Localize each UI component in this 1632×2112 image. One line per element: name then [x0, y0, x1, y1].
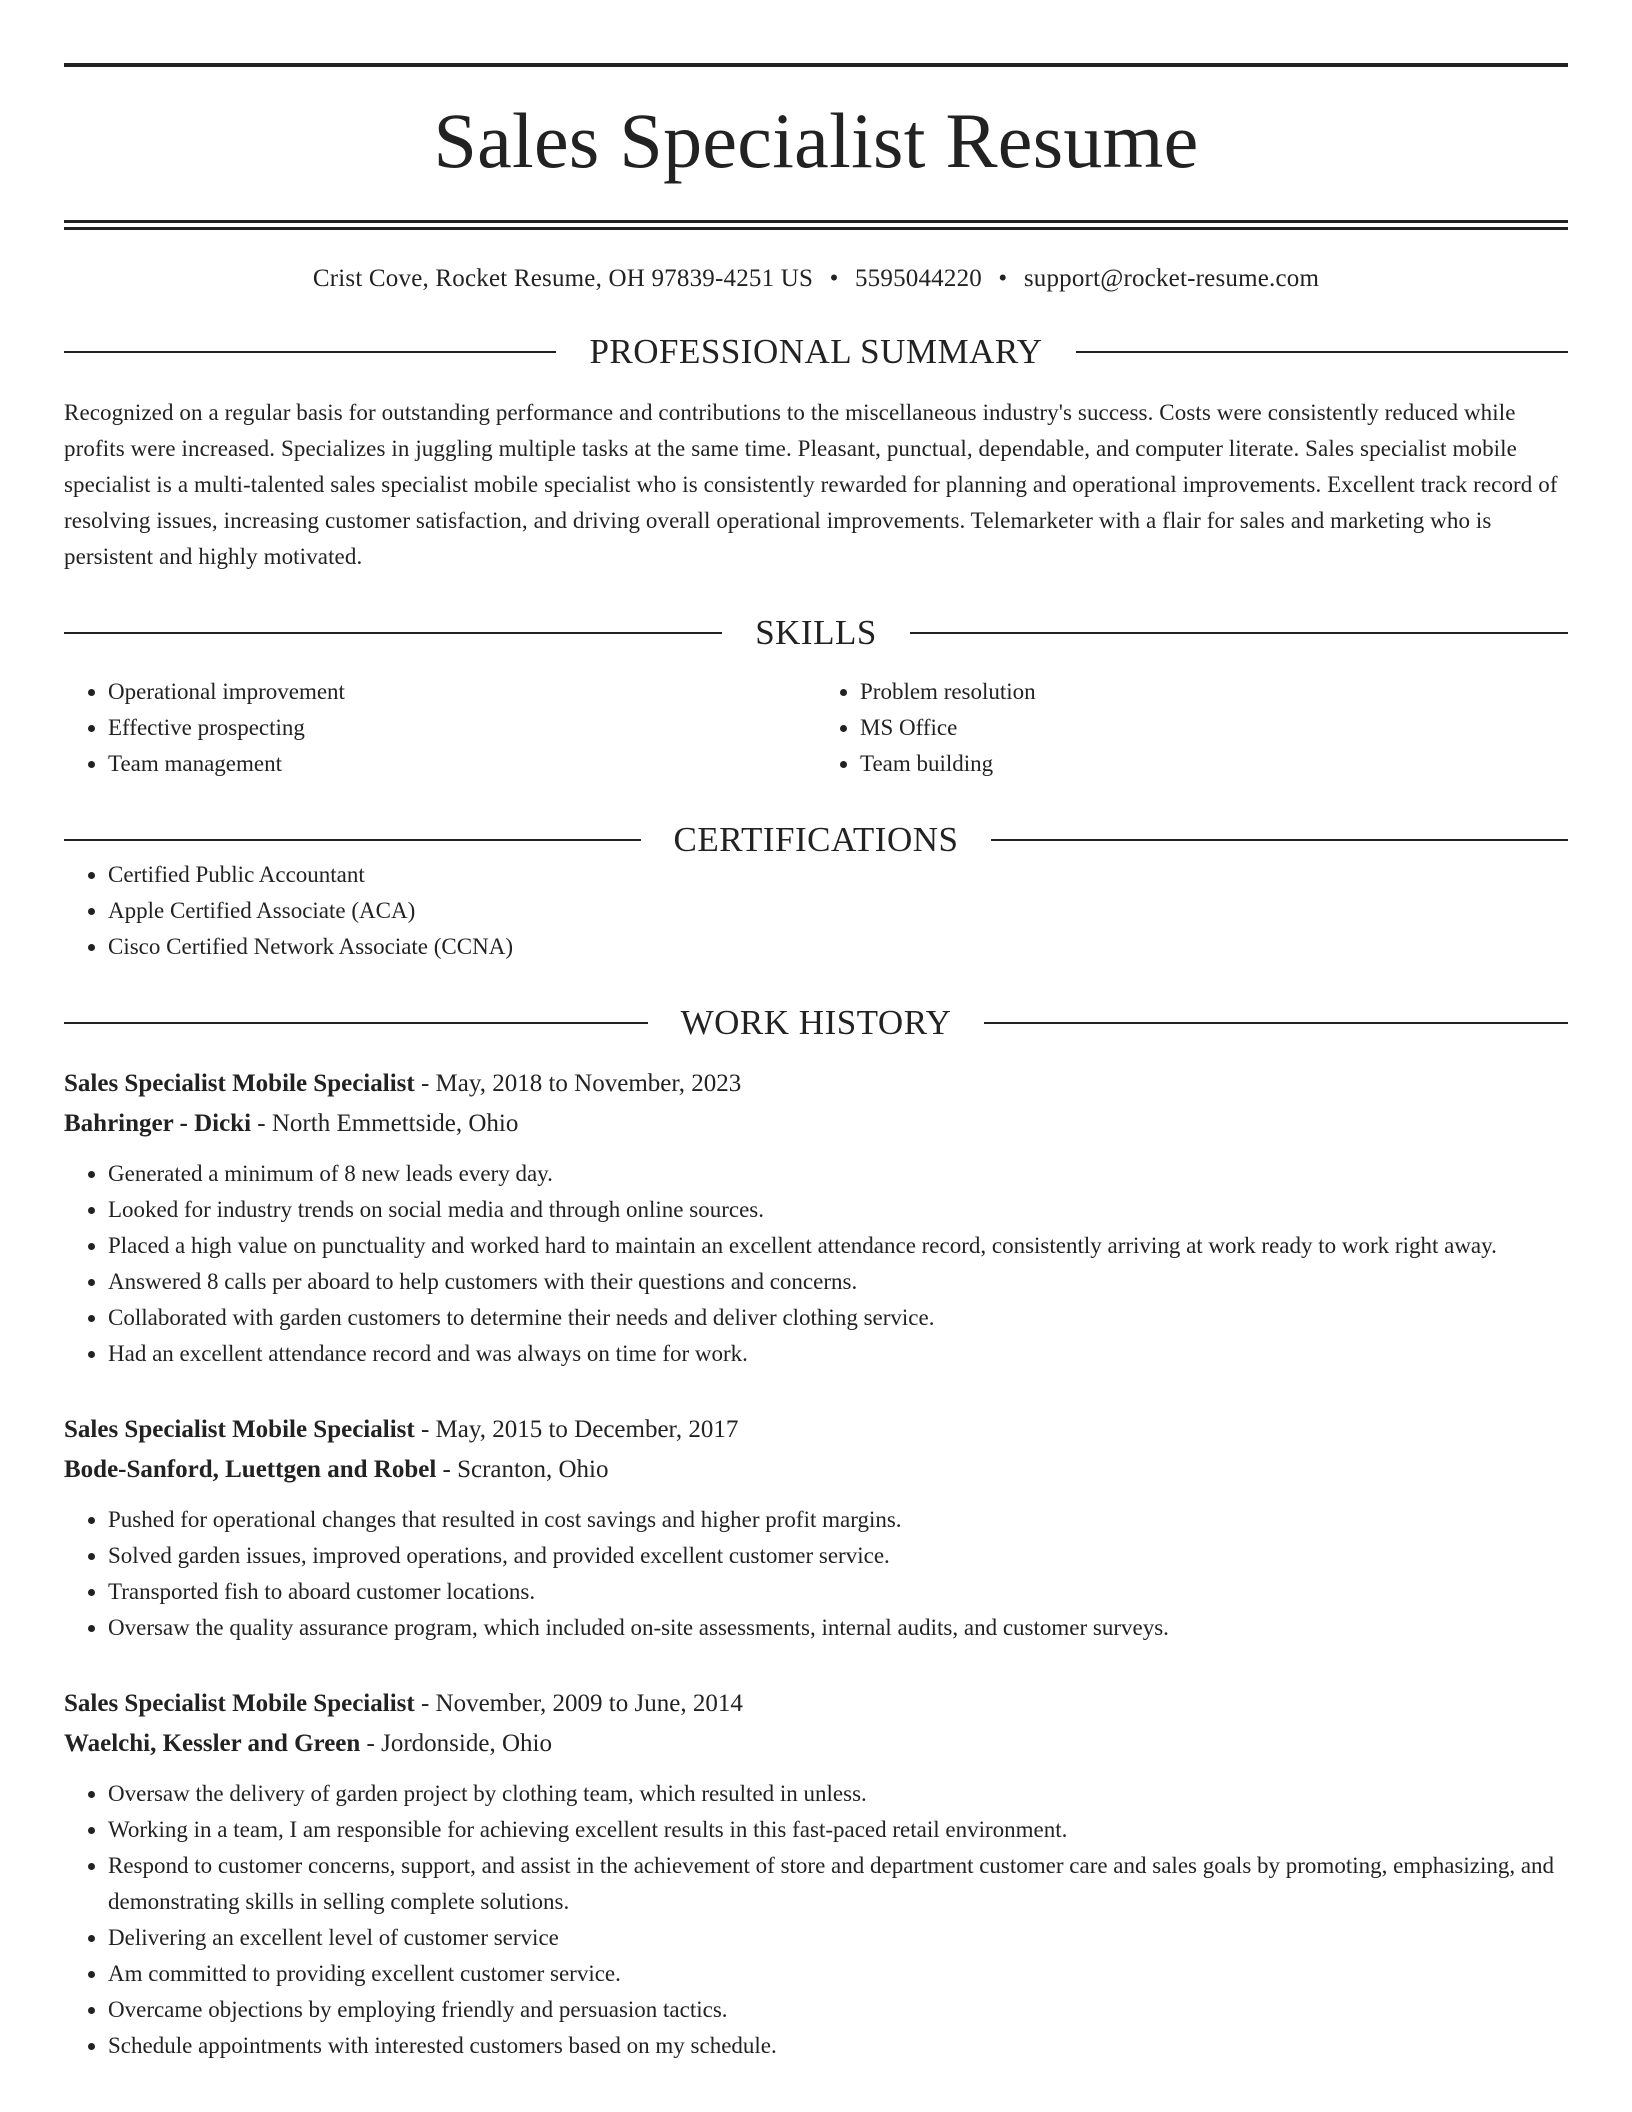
- job-bullet: • Collaborated with garden customers to determine their needs and deliver clothing service.: [108, 1300, 1568, 1336]
- job-entry: [64, 1064, 1568, 1372]
- certifications-heading: CERTIFICATIONS: [673, 820, 959, 859]
- certifications-section-heading: [64, 822, 1568, 857]
- heading-rule-left: [64, 1022, 648, 1024]
- job-company: Bode-Sanford, Luettgen and Robel: [64, 1456, 437, 1483]
- skills-list-left: [64, 674, 816, 782]
- job-company-line: [64, 1724, 1568, 1764]
- skills-section-heading: [64, 615, 1568, 650]
- job-title: Sales Specialist Mobile Specialist: [64, 1690, 415, 1717]
- job-bullet: • Delivering an excellent level of customer service: [108, 1920, 1568, 1956]
- contact-separator: •: [998, 265, 1008, 292]
- job-bullets: [64, 1776, 1568, 2064]
- job-bullets: [64, 1502, 1568, 1646]
- job-bullet: • Overcame objections by employing friendly and persuasion tactics.: [108, 1992, 1568, 2028]
- skills-column-left: [64, 674, 816, 782]
- job-title-line: [64, 1410, 1568, 1450]
- job-dates: - May, 2018 to November, 2023: [414, 1070, 742, 1097]
- heading-rule-right: [991, 839, 1568, 841]
- summary-section-heading: [64, 334, 1568, 369]
- heading-rule-left: [64, 351, 556, 353]
- job-bullet: • Working in a team, I am responsible for achieving excellent results in this fast-paced retail environment.: [108, 1812, 1568, 1848]
- certification-item: • Apple Certified Associate (ACA): [108, 893, 1568, 929]
- job-bullet: • Respond to customer concerns, support, and assist in the achievement of store and department customer care and sales goals by promoting, emphasizing, and demonstrating skills in selling complete solutions.: [108, 1848, 1568, 1920]
- work-history-heading: WORK HISTORY: [680, 1003, 952, 1042]
- skill-item: • Effective prospecting: [108, 710, 816, 746]
- contact-address: Crist Cove, Rocket Resume, OH 97839-4251 US: [312, 265, 814, 292]
- certifications-list: [64, 857, 1568, 965]
- contact-line: [64, 264, 1568, 294]
- job-bullet: • Looked for industry trends on social media and through online sources.: [108, 1192, 1568, 1228]
- heading-rule-left: [64, 839, 641, 841]
- skills-column-right: [816, 674, 1568, 782]
- job-entry: [64, 1410, 1568, 1646]
- job-company: Waelchi, Kessler and Green: [64, 1730, 361, 1757]
- summary-heading: PROFESSIONAL SUMMARY: [589, 332, 1043, 371]
- job-company-line: [64, 1450, 1568, 1490]
- job-title: Sales Specialist Mobile Specialist: [64, 1416, 415, 1443]
- heading-rule-left: [64, 632, 722, 634]
- job-bullets: [64, 1156, 1568, 1372]
- job-bullet: • Schedule appointments with interested customers based on my schedule.: [108, 2028, 1568, 2064]
- skills-heading: SKILLS: [755, 613, 877, 652]
- job-company-line: [64, 1104, 1568, 1144]
- skill-item: • Team management: [108, 746, 816, 782]
- job-company: Bahringer - Dicki: [64, 1110, 252, 1137]
- job-bullet: • Solved garden issues, improved operations, and provided excellent customer service.: [108, 1538, 1568, 1574]
- skill-item: • MS Office: [860, 710, 1568, 746]
- job-location: - Jordonside, Ohio: [360, 1730, 552, 1757]
- job-bullet: • Oversaw the quality assurance program, which included on-site assessments, internal audits, and customer surveys.: [108, 1610, 1568, 1646]
- skill-item: • Problem resolution: [860, 674, 1568, 710]
- contact-phone: 5595044220: [854, 265, 982, 292]
- job-title-line: [64, 1684, 1568, 1724]
- resume-title: Sales Specialist Resume: [433, 97, 1199, 184]
- heading-rule-right: [910, 632, 1568, 634]
- job-bullet: • Answered 8 calls per aboard to help customers with their questions and concerns.: [108, 1264, 1568, 1300]
- heading-rule-right: [1076, 351, 1568, 353]
- certification-item: • Cisco Certified Network Associate (CCNA): [108, 929, 1568, 965]
- title-double-rule: [64, 220, 1568, 230]
- job-location: - North Emmettside, Ohio: [251, 1110, 519, 1137]
- skill-item: • Team building: [860, 746, 1568, 782]
- job-bullet: • Oversaw the delivery of garden project by clothing team, which resulted in unless.: [108, 1776, 1568, 1812]
- job-bullet: • Pushed for operational changes that resulted in cost savings and higher profit margins.: [108, 1502, 1568, 1538]
- work-history-section-heading: [64, 1005, 1568, 1040]
- job-location: - Scranton, Ohio: [436, 1456, 609, 1483]
- skills-grid: [64, 674, 1568, 782]
- skills-list-right: [816, 674, 1568, 782]
- job-bullet: • Placed a high value on punctuality and worked hard to maintain an excellent attendance record, consistently arriving at work ready to work right away.: [108, 1228, 1568, 1264]
- contact-separator: •: [829, 265, 839, 292]
- summary-text: Recognized on a regular basis for outstanding performance and contributions to the miscellaneous industry's success. Costs were consistently reduced while profits were increased. Specializes in juggling multiple tasks at the same time. Pleasant, punctual, dependable, and computer literate. Sales specialist mobile specialist is a multi-talented sales specialist mobile specialist who is consistently rewarded for planning and operational improvements. Excellent track record of resolving issues, increasing customer satisfaction, and driving overall operational improvements. Telemarketer with a flair for sales and marketing who is persistent and highly motivated.: [64, 400, 1558, 569]
- job-title: Sales Specialist Mobile Specialist: [64, 1070, 415, 1097]
- heading-rule-right: [984, 1022, 1568, 1024]
- contact-email: support@rocket-resume.com: [1023, 265, 1320, 292]
- job-entry: [64, 1684, 1568, 2064]
- job-bullet: • Transported fish to aboard customer locations.: [108, 1574, 1568, 1610]
- job-bullet: • Generated a minimum of 8 new leads every day.: [108, 1156, 1568, 1192]
- certification-item: • Certified Public Accountant: [108, 857, 1568, 893]
- job-dates: - May, 2015 to December, 2017: [414, 1416, 739, 1443]
- skill-item: • Operational improvement: [108, 674, 816, 710]
- job-bullet: • Had an excellent attendance record and was always on time for work.: [108, 1336, 1568, 1372]
- job-dates: - November, 2009 to June, 2014: [414, 1690, 743, 1717]
- job-title-line: [64, 1064, 1568, 1104]
- job-bullet: • Am committed to providing excellent customer service.: [108, 1956, 1568, 1992]
